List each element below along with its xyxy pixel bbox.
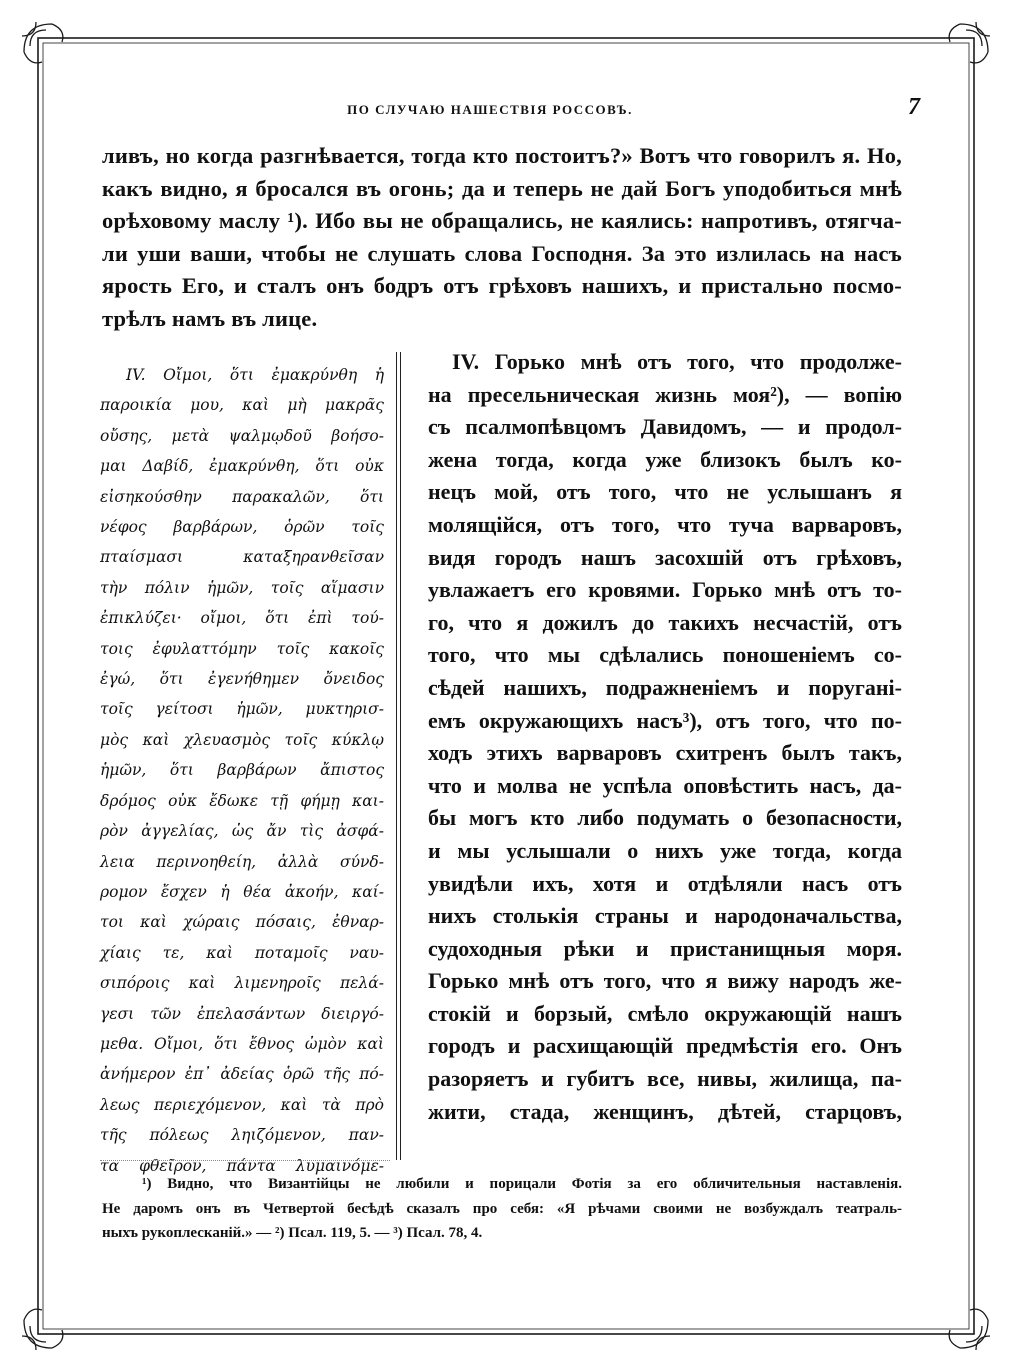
intro-line: ли уши ваши, чтобы не слушать слова Господня. За это излилась на насъ: [102, 240, 902, 266]
russian-line: видя городъ нашъ засохшій отъ грѣховъ,: [428, 544, 902, 570]
greek-line: ρὸν ἀγγελίας, ὡς ἄν τὶς ἀσφά-: [100, 822, 384, 841]
greek-column: [100, 360, 384, 1181]
greek-line: εἰσηκούσθην παρακαλῶν, ὅτι: [100, 487, 384, 506]
greek-line: μεθα. Οἴμοι, ὅτι ἔθνος ὠμὸν καὶ: [100, 1034, 384, 1053]
russian-column: [428, 346, 902, 1128]
greek-line: IV. Οἴμοι, ὅτι ἐμακρύνθη ἡ: [126, 366, 384, 384]
greek-line: γεσι τῶν ἐπελασάντων διειργό-: [100, 1004, 384, 1023]
greek-line: πταίσμασι καταξηρανθεῖσαν: [100, 548, 384, 567]
page-number: 7: [908, 94, 920, 120]
greek-line: νέφος βαρβάρων, ὁρῶν τοῖς: [100, 518, 384, 537]
intro-line: ливъ, но когда разгнѣвается, тогда кто постоитъ?» Вотъ что говорилъ я. Но,: [102, 143, 902, 168]
russian-line: молящійся, отъ того, что туча варваровъ,: [428, 511, 902, 537]
intro-line: какъ видно, я бросался въ огонь; да и теперь не дай Богъ уподобиться мнѣ: [102, 175, 902, 201]
greek-line: ἀνήμερον ἐπ᾽ ἀδείας ὁρῶ τῆς πό-: [100, 1065, 384, 1084]
greek-line: ἐπικλύζει· οἴμοι, ὅτι ἐπὶ τού-: [100, 609, 384, 628]
russian-line: нецъ мой, отъ того, что не услышанъ я: [428, 479, 902, 505]
russian-line: разоряетъ и губитъ все, нивы, жилища, па-: [428, 1066, 902, 1092]
russian-line: жена тогда, когда уже близокъ былъ ко-: [428, 446, 902, 472]
russian-line: сѣдей нашихъ, подражненіемъ и поруганi-: [428, 674, 902, 700]
russian-line: съ псалмопѣвцомъ Давидомъ, — и продол-: [428, 414, 902, 440]
greek-line: λεως περιεχόμενον, καὶ τὰ πρὸ: [100, 1095, 384, 1114]
footnote-line: ¹) Видно, что Византійцы не любили и порицали Фотія за его обличительныя наставленія.: [142, 1176, 902, 1192]
greek-line: παροικία μου, καὶ μὴ μακρᾶς: [100, 396, 384, 415]
russian-line: судоходныя рѣки и пристанищныя моря.: [428, 935, 902, 961]
column-divider: [396, 352, 402, 1160]
greek-line: τα φθεῖρον, πάντα λυμαινόμε-: [100, 1156, 384, 1175]
footnote-separator: [100, 1160, 390, 1161]
greek-line: ἡμῶν, ὅτι βαρβάρων ἄπιστος: [100, 761, 384, 780]
russian-line: увлажаетъ его кровями. Горько мнѣ отъ то-: [428, 577, 902, 603]
intro-line: ярость Его, и сталъ онъ бодръ отъ грѣховъ нашихъ, и пристально посмо-: [102, 273, 902, 299]
russian-line: того, что мы сдѣлались поношеніемъ со-: [428, 642, 902, 668]
greek-line: τῆς πόλεως ληιζόμενον, παν-: [100, 1126, 384, 1145]
greek-line: σιπόροις καὶ λιμενηροῖς πελά-: [100, 974, 384, 993]
intro-paragraph: [102, 140, 902, 336]
greek-line: τοις ἐφυλαττόμην τοῖς κακοῖς: [100, 639, 384, 658]
russian-line: емъ окружающихъ насъ³), отъ того, что по-: [428, 707, 902, 733]
russian-line: ходъ этихъ варваровъ схитренъ былъ такъ,: [428, 740, 902, 766]
russian-line: увидѣли ихъ, хотя и отдѣляли насъ отъ: [428, 870, 902, 896]
greek-line: μαι Δαβίδ, ἐμακρύνθη, ὅτι οὐκ: [100, 457, 384, 476]
footnotes: [102, 1172, 902, 1246]
greek-line: ρομον ἔσχεν ἡ θέα ἀκοήν, καί-: [100, 882, 384, 901]
russian-line: жити, стада, женщинъ, дѣтей, старцовъ,: [428, 1098, 902, 1124]
footnote-line: ныхъ рукоплесканій.» — ²) Псал. 119, 5. — ³) Псал. 78, 4.: [102, 1225, 483, 1241]
russian-line: стокій и борзый, смѣло окружающій нашъ: [428, 1000, 902, 1026]
greek-line: τὴν πόλιν ἡμῶν, τοῖς αἵμασιν: [100, 578, 384, 597]
russian-line: IV. Горько мнѣ отъ того, что продолже-: [452, 349, 902, 374]
greek-line: ἐγώ, ὅτι ἐγενήθημεν ὄνειδος: [100, 670, 384, 689]
greek-line: δρόμος οὐκ ἔδωκε τῇ φήμῃ και-: [100, 791, 384, 810]
russian-line: и мы услышали о нихъ уже тогда, когда: [428, 837, 902, 863]
russian-line: на пресельническая жизнь моя²), — вопію: [428, 381, 902, 407]
greek-line: μὸς καὶ χλευασμὸς τοῖς κύκλῳ: [100, 730, 384, 749]
russian-line: что и молва не успѣла оповѣстить насъ, да-: [428, 772, 902, 798]
greek-line: τοι καὶ χώραις πόσαις, ἐθναρ-: [100, 913, 384, 932]
greek-line: χίαις τε, καὶ ποταμοῖς ναυ-: [100, 943, 384, 962]
running-title: ПО СЛУЧАЮ НАШЕСТВІЯ РОССОВЪ.: [347, 102, 633, 117]
russian-line: бы могъ кто либо подумать о безопасности,: [428, 805, 902, 831]
greek-line: οὔσης, μετὰ ψαλμῳδοῦ βοήσο-: [100, 426, 384, 445]
running-head: [60, 94, 920, 128]
greek-line: τοῖς γείτοσι ἡμῶν, μυκτηρισ-: [100, 700, 384, 719]
russian-line: го, что я дожилъ до такихъ несчастій, отъ: [428, 609, 902, 635]
intro-line: орѣховому маслу ¹). Ибо вы не обращались, не каялись: напротивъ, отягча-: [102, 208, 902, 234]
russian-line: нихъ столькія страны и народоначальства,: [428, 903, 902, 929]
russian-line: Горько мнѣ отъ того, что я вижу народъ же-: [428, 968, 902, 994]
greek-line: λεια περινοηθείη, ἀλλὰ σύνδ-: [100, 852, 384, 871]
russian-line: городъ и расхищающій предмѣстія его. Онъ: [428, 1033, 902, 1059]
footnote-line: Не даромъ онъ въ Четвертой бесѣдѣ сказалъ про себя: «Я рѣчами своими не возбуждалъ театраль-: [102, 1200, 902, 1217]
intro-line: трѣлъ намъ въ лице.: [102, 305, 318, 331]
